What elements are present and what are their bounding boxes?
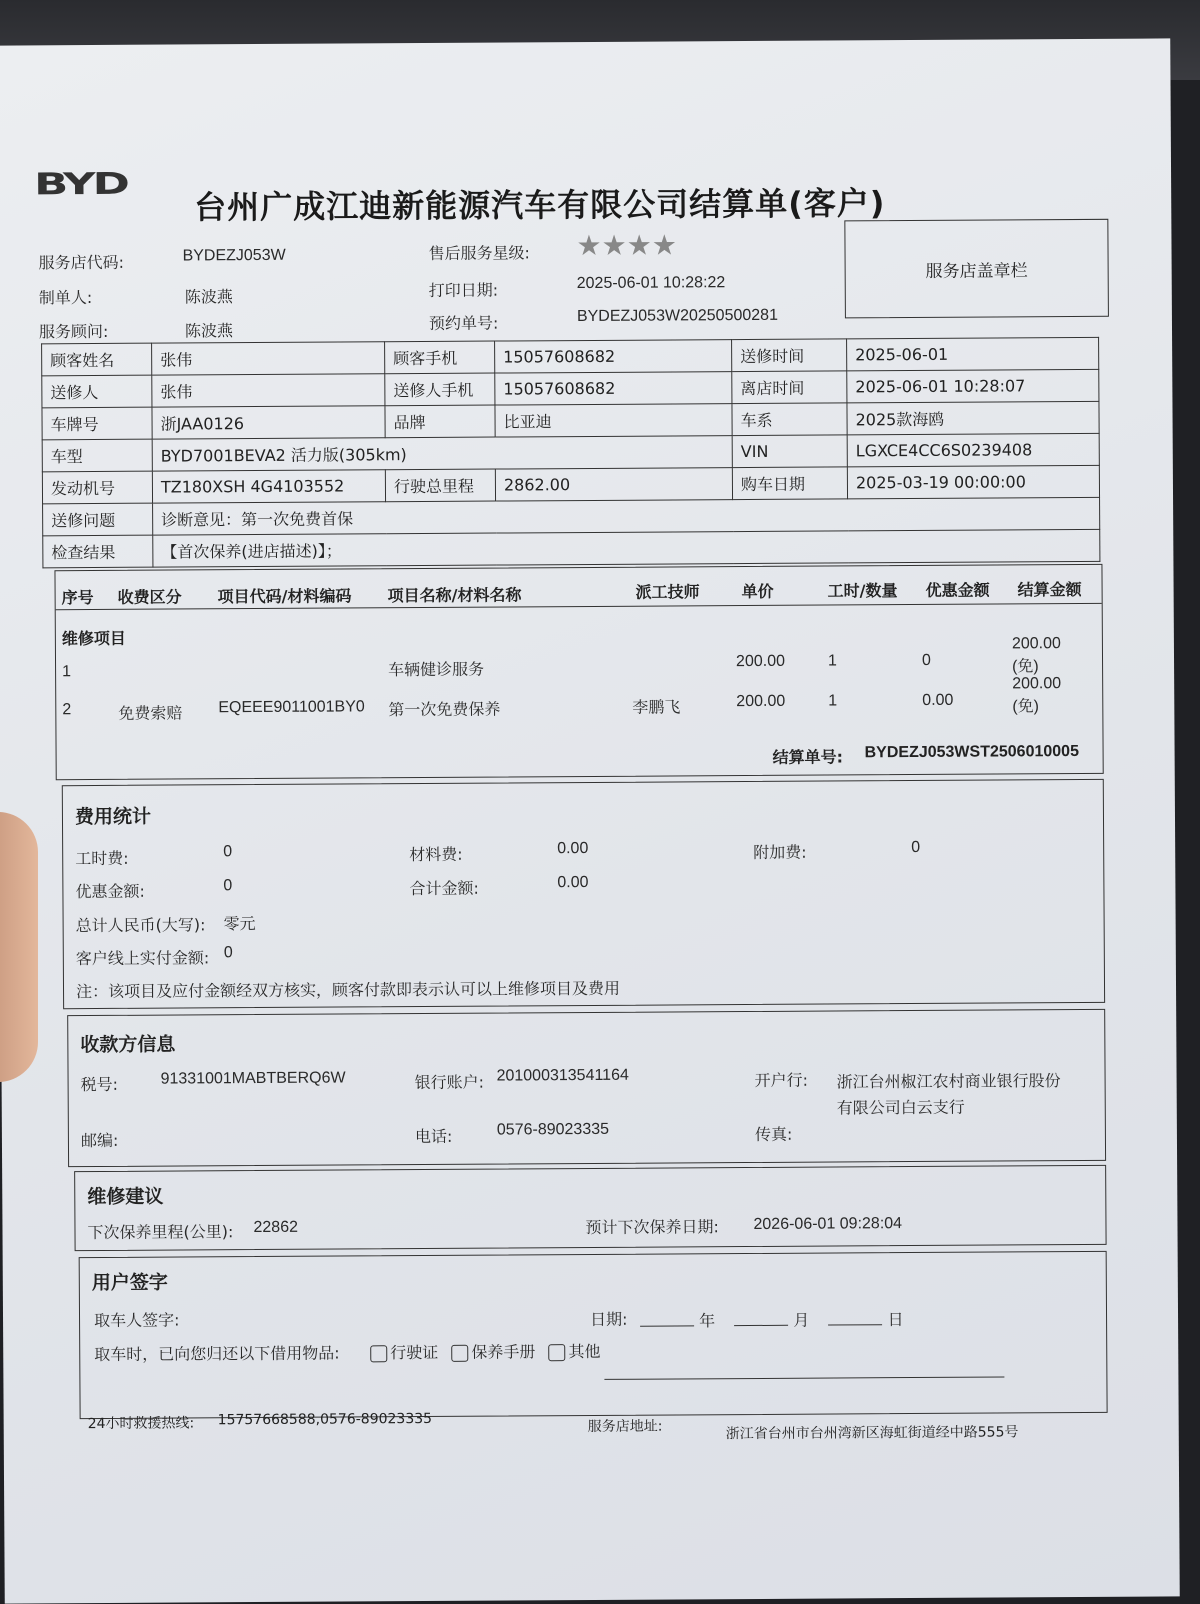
col-header: 收费区分	[117, 587, 182, 607]
signature-box	[79, 1251, 1108, 1419]
vin-label: VIN	[732, 435, 847, 468]
tax-label: 税号:	[80, 1074, 119, 1095]
material-label: 材料费:	[409, 844, 463, 865]
engine: TZ180XSH 4G4103552	[152, 470, 385, 503]
manual-checkbox[interactable]	[451, 1345, 468, 1362]
return-options	[370, 1339, 600, 1363]
hotline: 15757668588,0576-89023335	[217, 1410, 433, 1429]
mileage: 2862.00	[495, 468, 732, 501]
mileage-label: 行驶总里程	[385, 469, 495, 502]
col-header: 序号	[61, 588, 94, 608]
purchase: 2025-03-19 00:00:00	[847, 465, 1099, 499]
section-label: 维修项目	[61, 628, 126, 649]
document-title: 台州广成江迪新能源汽车有限公司结算单(客户)	[194, 184, 886, 227]
row1-amount-note: (免)	[1012, 658, 1039, 676]
booking-label: 预约单号:	[428, 313, 499, 333]
customer-info-table	[41, 337, 1100, 568]
store-code: BYDEZJ053W	[182, 246, 286, 265]
settle-no: BYDEZJ053WST2506010005	[864, 742, 1079, 762]
advisor-label: 服务顾问:	[38, 321, 109, 342]
manual-option: 保养手册	[471, 1342, 536, 1362]
items-header-divider	[56, 603, 1102, 610]
purchase-label: 购车日期	[732, 467, 847, 500]
col-header: 项目名称/材料名称	[387, 585, 522, 606]
row1-qty: 1	[827, 652, 837, 670]
signature-line[interactable]	[604, 1376, 1004, 1379]
next-mileage: 22862	[253, 1218, 299, 1237]
sender-phone: 15057608682	[495, 372, 732, 405]
booking-no: BYDEZJ053W20250500281	[576, 306, 778, 326]
table-row	[43, 529, 1100, 567]
other-checkbox[interactable]	[548, 1344, 565, 1361]
send-time: 2025-06-01	[847, 337, 1099, 371]
return-label: 取车时，已向您归还以下借用物品:	[94, 1343, 340, 1365]
total-label: 合计金额:	[409, 878, 479, 899]
license-option: 行驶证	[390, 1342, 439, 1363]
other-option: 其他	[568, 1341, 601, 1362]
star-rating	[576, 228, 678, 263]
online: 0	[223, 944, 233, 962]
total: 0.00	[557, 873, 589, 892]
date-label: 日期:	[589, 1309, 628, 1329]
vin: LGXCE4CC6S0239408	[847, 433, 1099, 467]
col-header: 派工技师	[635, 582, 700, 602]
plate-label: 车牌号	[42, 407, 152, 440]
stamp-box	[844, 219, 1109, 319]
star-label: 售后服务星级:	[428, 243, 530, 263]
tax-no: 91331001MABTBERQ6W	[160, 1069, 346, 1088]
advisor: 陈波燕	[184, 323, 234, 341]
address-label: 服务店地址:	[587, 1418, 663, 1436]
next-mileage-label: 下次保养里程(公里):	[87, 1222, 234, 1243]
row2-type: 免费索赔	[118, 705, 183, 723]
row2-code: EQEEE9011001BY0	[218, 698, 365, 717]
row2-amount: 200.00	[1012, 675, 1062, 693]
discount: 0	[223, 877, 233, 895]
issue: 诊断意见：第一次免费首保	[153, 497, 1100, 535]
model: BYD7001BEVA2 活力版(305km)	[152, 436, 732, 472]
engine-label: 发动机号	[42, 471, 152, 504]
leave-time-label: 离店时间	[732, 371, 847, 404]
sender-label: 送修人	[42, 375, 152, 408]
customer-name: 张伟	[152, 342, 385, 375]
next-date: 2026-06-01 09:28:04	[753, 1215, 903, 1233]
bank-line2: 有限公司白云支行	[836, 1099, 965, 1118]
row1-price: 200.00	[735, 652, 786, 671]
sender-phone-label: 送修人手机	[385, 373, 495, 406]
row2-qty: 1	[828, 692, 838, 710]
brand: 比亚迪	[495, 404, 732, 437]
bank-line1: 浙江台州椒江农村商业银行股份	[836, 1073, 1061, 1092]
phone-label: 电话:	[414, 1126, 453, 1147]
material: 0.00	[557, 839, 589, 858]
month-blank[interactable]	[734, 1325, 788, 1326]
date-fields[interactable]	[640, 1307, 904, 1332]
star-icon: ★	[601, 228, 627, 262]
settlement-sheet	[0, 38, 1180, 1603]
fees-note: 注：该项目及应付金额经双方核实，顾客付款即表示认可以上维修项目及费用	[75, 978, 621, 1002]
year-label: 年	[699, 1311, 716, 1331]
col-header: 工时/数量	[827, 581, 898, 601]
star-icon: ★	[576, 228, 602, 263]
online-label: 客户线上实付金额:	[75, 948, 210, 969]
col-header: 优惠金额	[925, 580, 990, 600]
check: 【首次保养(进店描述)】；	[153, 529, 1100, 567]
series: 2025款海鸥	[847, 401, 1099, 435]
issue-label: 送修问题	[43, 503, 153, 536]
row1-amount: 200.00	[1011, 635, 1061, 653]
rmb: 零元	[223, 916, 256, 934]
advice-title: 维修建议	[87, 1185, 164, 1209]
fees-box	[62, 779, 1105, 1009]
day-blank[interactable]	[828, 1324, 882, 1325]
thumb	[0, 812, 38, 1082]
payee-title: 收款方信息	[80, 1033, 176, 1057]
extra: 0	[911, 838, 921, 857]
row1-discount: 0	[921, 651, 931, 669]
row2-amount-note: (免)	[1012, 698, 1040, 716]
brand-label: 品牌	[385, 405, 495, 438]
sender: 张伟	[152, 374, 385, 407]
extra-label: 附加费:	[753, 842, 807, 862]
month-label: 月	[793, 1310, 810, 1330]
send-time-label: 送修时间	[732, 339, 847, 372]
phone: 0576-89023335	[496, 1120, 610, 1139]
discount-label: 优惠金额:	[75, 881, 145, 902]
row2-tech: 李鹏飞	[632, 699, 681, 717]
customer-name-label: 顾客姓名	[42, 343, 152, 376]
star-icon: ★	[651, 228, 678, 262]
zip-label: 邮编:	[80, 1130, 119, 1151]
row1-name: 车辆健诊服务	[388, 661, 485, 680]
labor-label: 工时费:	[75, 848, 129, 869]
byd-logo: BYD	[33, 166, 127, 203]
payee-box	[67, 1009, 1106, 1167]
col-header: 单价	[741, 581, 774, 602]
row2-price: 200.00	[736, 692, 786, 711]
settle-label: 结算单号:	[772, 747, 844, 767]
fees-title: 费用统计	[74, 805, 152, 829]
row2-discount: 0.00	[922, 691, 954, 709]
next-date-label: 预计下次保养日期:	[585, 1217, 719, 1238]
star-icon: ★	[626, 228, 652, 262]
print-date: 2025-06-01 10:28:22	[576, 274, 726, 293]
account-label: 银行账户:	[414, 1072, 485, 1093]
signature-title: 用户签字	[91, 1271, 168, 1295]
row2-name: 第一次免费保养	[388, 701, 501, 720]
series-label: 车系	[732, 403, 847, 436]
address: 浙江省台州市台州湾新区海虹街道经中路555号	[725, 1424, 1019, 1443]
day-label: 日	[887, 1310, 904, 1330]
signer-label: 取车人签字:	[93, 1310, 180, 1331]
col-header: 结算金额	[1017, 579, 1082, 600]
plate: 浙JAA0126	[152, 406, 385, 439]
year-blank[interactable]	[640, 1325, 694, 1326]
print-date-label: 打印日期:	[428, 280, 499, 300]
fax-label: 传真:	[754, 1124, 793, 1144]
customer-phone-label: 顾客手机	[385, 341, 495, 374]
items-box	[54, 564, 1103, 780]
license-checkbox[interactable]	[370, 1345, 387, 1362]
stamp-label: 服务店盖章栏	[925, 260, 1028, 282]
bank-label: 开户行:	[754, 1070, 809, 1090]
check-label: 检查结果	[43, 535, 153, 568]
leave-time: 2025-06-01 10:28:07	[847, 369, 1099, 403]
col-header: 项目代码/材料编码	[217, 586, 352, 607]
row1-no: 1	[62, 663, 72, 681]
maker: 陈波燕	[184, 289, 233, 307]
row2-no: 2	[62, 701, 72, 719]
hotline-label: 24小时救援热线:	[87, 1415, 195, 1433]
store-code-label: 服务店代码:	[38, 252, 125, 273]
model-label: 车型	[42, 439, 152, 472]
customer-phone: 15057608682	[495, 340, 732, 373]
account: 201000313541164	[496, 1066, 629, 1085]
rmb-label: 总计人民币(大写):	[75, 915, 206, 936]
labor: 0	[223, 843, 233, 861]
maker-label: 制单人:	[38, 288, 93, 308]
advice-box	[74, 1165, 1106, 1251]
